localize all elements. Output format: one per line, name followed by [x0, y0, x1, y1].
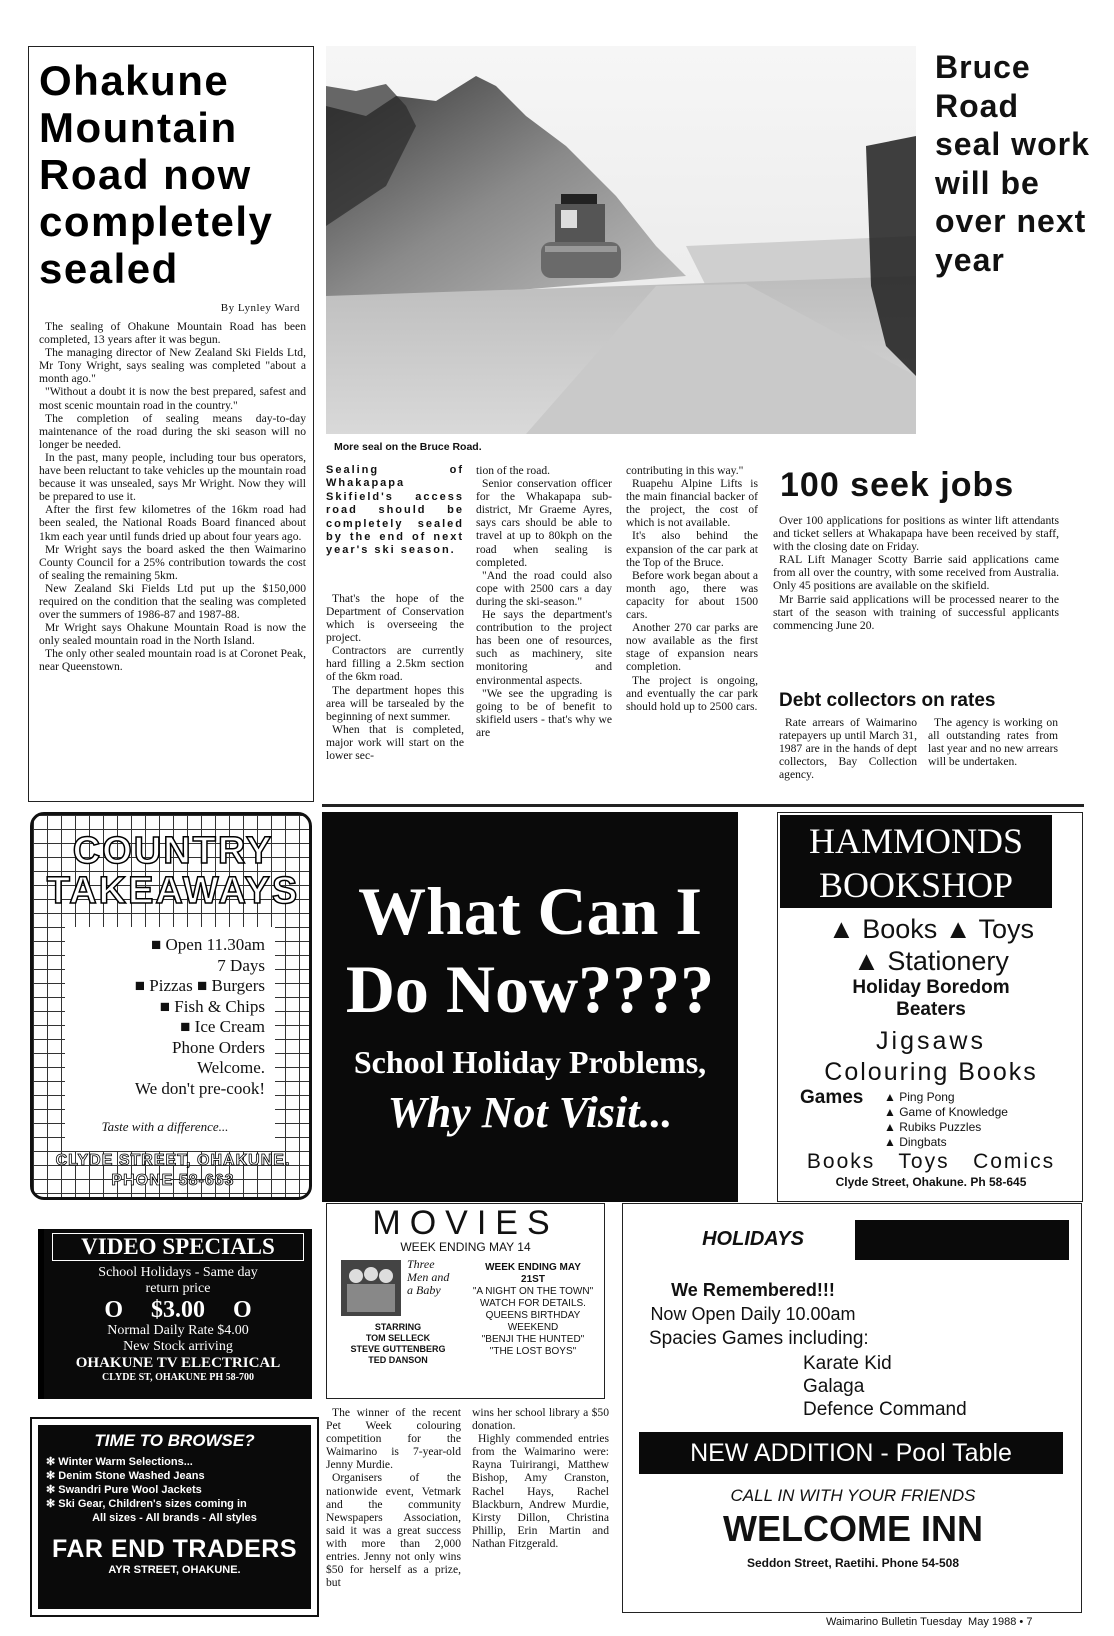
list-item: Welcome. [196, 1058, 265, 1077]
list-item: ▲ Game of Knowledge [884, 1105, 1008, 1119]
browse-subline: All sizes - All brands - All styles [92, 1512, 257, 1524]
hammonds-line: Beaters [896, 999, 966, 1020]
list-item: Karate Kid [803, 1353, 892, 1374]
list-item: Defence Command [803, 1399, 967, 1420]
movies-title: MOVIES [372, 1204, 559, 1242]
takeaways-title-line: COUNTRY [72, 830, 274, 872]
name-line: BOOKSHOP [818, 865, 1014, 905]
list-item: ▲ Rubiks Puzzles [884, 1120, 982, 1134]
time-to-browse-ad [30, 1417, 319, 1617]
triangle-icon: ▲ [884, 1120, 900, 1134]
bruce-story-lead: Sealing of Whakapapa Skifield's access road should be completely sealed by the end of next year's ski season. [326, 464, 464, 557]
paragraph: The winner of the recent Pet Week colouring competition for the Waimarino is 7-year-old Jenny Murdie. [326, 1406, 461, 1472]
main-story-body [39, 320, 306, 674]
asterisk-icon: ✻ [46, 1456, 59, 1468]
hammonds-line: Holiday Boredom [852, 977, 1010, 998]
page-footer: Waimarino Bulletin Tuesday May 1988 • 7 [826, 1616, 1033, 1628]
list-item: ✻ Ski Gear, Children's sizes coming in [46, 1498, 247, 1510]
paragraph: Mr Wright says Ohakune Mountain Road is now the only sealed mountain road in the North Island. [39, 621, 306, 648]
hammonds-address: Clyde Street, Ohakune. Ph 58-645 [835, 1175, 1027, 1189]
list-item: ■ Ice Cream [180, 1017, 265, 1036]
paragraph: wins her school library a $50 donation. [472, 1406, 609, 1433]
paragraph: The project is ongoing, and eventually the car park should hold up to 2500 cars. [626, 673, 758, 713]
paragraph: tion of the road. [476, 464, 551, 477]
paragraph: In the past, many people, including tour bus operators, have been reluctant to take vehicles up the mountain road because it was unsealed, says Mr Wright. Now they will be prepared to use it. [39, 450, 306, 504]
paragraph: "We see the upgrading is going to be of benefit to skifield users - that's why we are [476, 686, 612, 739]
paragraph: RAL Lift Manager Scotty Barrie said applications came from all over the country, with some received from Australia. Only 45 positions are available on the skifield. [773, 553, 1059, 593]
paragraph: The agency is working on all outstanding rates from last year and no new arrears will be undertaken. [928, 716, 1058, 769]
whatcan-headline [322, 872, 738, 1028]
list-item: Galaga [803, 1376, 865, 1397]
list-item: ■ Pizzas ■ Burgers [134, 976, 265, 995]
bullet-icon: ■ [196, 976, 212, 995]
holidays-remembered: We Remembered!!! [671, 1280, 835, 1300]
triangle-icon: ▲ [884, 1135, 900, 1149]
movie-cast [333, 1322, 463, 1366]
movie-poster-art [341, 1260, 401, 1316]
list-item: ✻ Winter Warm Selections... [46, 1456, 193, 1468]
paragraph: The only other sealed mountain road is at Coronet Peak, near Queenstown. [39, 647, 306, 674]
list-item: We don't pre-cook! [134, 1078, 265, 1098]
paragraph: After the first few kilometres of the 16km road had been sealed, the National Roads Board financed about 1km each year until funds dried up about four years ago. [39, 503, 306, 543]
paragraph: The department hopes this area will be tarsealed by the beginning of next summer. [326, 683, 464, 723]
holidays-new-addition: NEW ADDITION - Pool Table [639, 1432, 1063, 1474]
paragraph: When that is completed, major work will start on the lower sec- [326, 722, 464, 762]
holidays-games-intro: Spacies Games including: [649, 1328, 869, 1349]
hammonds-line: ▲ Books ▲ Toys [827, 914, 1035, 944]
video-price-row [44, 1297, 312, 1323]
movies-box [326, 1203, 605, 1399]
triangle-icon: ▲ [853, 946, 880, 976]
paragraph: New Zealand Ski Fields Ltd put up the $150,000 required on the condition that the sealing was completed over the summers of 1986-87 and 1987-88. [39, 581, 306, 622]
paragraph: Another 270 car parks are now available as the first stage of expansion nears completion. [626, 621, 758, 674]
paragraph: Contractors are currently hard filling a 2.5km section of the 6km road. [326, 644, 464, 684]
name-line: HAMMONDS [808, 821, 1024, 861]
video-address: CLYDE ST, OHAKUNE PH 58-700 [102, 1372, 254, 1383]
video-title: VIDEO SPECIALS [52, 1233, 304, 1261]
pet-story-col-2 [472, 1406, 609, 1550]
what-can-i-do-ad [322, 812, 738, 1202]
video-specials-ad [38, 1229, 312, 1399]
list-item: ■ Open 11.30am [151, 935, 265, 954]
list-item: ✻ Denim Stone Washed Jeans [46, 1470, 205, 1482]
hammonds-name [780, 815, 1052, 908]
film-title: "THE LOST BOYS" [489, 1346, 577, 1357]
holidays-call: CALL IN WITH YOUR FRIENDS [730, 1486, 976, 1505]
hammonds-line: Colouring Books [824, 1058, 1038, 1086]
paragraph: Before work began about a month ago, there was capacity for about 1500 cars. [626, 568, 758, 622]
paragraph: Organisers of the nationwide event, Vetmark and the community Newspapers Association, said it was a great success with more than 2,000 entries. Jenny not only wins $50 for herself as a prize, but [326, 1471, 461, 1590]
holidays-address: Seddon Street, Raetihi. Phone 54-508 [746, 1556, 960, 1570]
debt-story-col-2 [928, 716, 1058, 768]
bruce-story-col-2 [476, 464, 612, 739]
list-item: Phone Orders [171, 1037, 265, 1057]
video-line: New Stock arriving [123, 1339, 233, 1354]
paragraph: Over 100 applications for positions as winter lift attendants and ticket sellers at Whakapapa have been received by staff, with the closing date on Friday. [773, 514, 1059, 554]
games-list [884, 1090, 1008, 1150]
holidays-title: HOLIDAYS [702, 1228, 804, 1250]
paragraph: Senior conservation officer for the Whakapapa sub-district, Mr Graeme Ayres, says cars should be able to travel at up to 80kph on the road when sealing is completed. [476, 477, 612, 569]
address-line: CLYDE STREET, OHAKUNE. [55, 1152, 291, 1169]
list-item: ✻ Swandri Pure Wool Jackets [46, 1484, 202, 1496]
circle-icon: O [233, 1297, 252, 1323]
video-shop: OHAKUNE TV ELECTRICAL [75, 1355, 281, 1371]
bruce-story-col-1 [326, 464, 464, 762]
main-headline: Ohakune Mountain Road now completely sealed [39, 57, 274, 292]
bullet-icon: ■ [159, 996, 175, 1016]
hammonds-games [778, 1087, 1084, 1149]
week-line: 21ST [521, 1274, 545, 1285]
list-item: ▲ Dingbats [884, 1135, 947, 1149]
takeaways-title [37, 831, 309, 911]
debt-story-col-1 [779, 716, 917, 781]
video-price: $3.00 [151, 1297, 205, 1323]
triangle-icon: ▲ [944, 914, 972, 944]
paragraph: It's also behind the expansion of the car park at the Top of the Bruce. [626, 529, 758, 569]
headline-line: What Can I [358, 873, 702, 949]
browse-title: TIME TO BROWSE? [94, 1431, 255, 1450]
paragraph: The managing director of New Zealand Ski Fields Ltd, Mr Tony Wright, says sealing was completed "about a month ago." [39, 346, 306, 386]
holidays-black-bar [855, 1220, 1069, 1260]
section-divider [322, 804, 1084, 807]
browse-address: AYR STREET, OHAKUNE. [108, 1564, 241, 1576]
jobs-story-body [773, 514, 1059, 632]
bullet-icon: ■ [180, 1017, 195, 1036]
triangle-icon: ▲ [827, 914, 855, 944]
movies-week2 [465, 1262, 601, 1358]
hammonds-footer-line: Books Toys Comics [806, 1150, 1056, 1173]
video-line: Normal Daily Rate $4.00 [107, 1323, 249, 1338]
takeaways-menu [65, 927, 275, 1151]
triangle-icon: ▲ [884, 1105, 900, 1119]
takeaways-slogan: Taste with a difference... [101, 1119, 229, 1134]
bruce-road-headline: Bruce Road seal work will be over next year [935, 49, 1090, 278]
bullet-icon: ■ [134, 976, 150, 995]
hammonds-line: Jigsaws [876, 1027, 986, 1055]
asterisk-icon: ✻ [46, 1498, 59, 1510]
holidays-name: WELCOME INN [723, 1508, 983, 1549]
phone-line: PHONE 58-663 [111, 1172, 235, 1189]
weekend-line: QUEENS BIRTHDAY WEEKEND [485, 1310, 581, 1333]
cast-member: TED DANSON [368, 1355, 428, 1365]
hammonds-bookshop-ad [777, 812, 1083, 1202]
movies-week1: WEEK ENDING MAY 14 [400, 1240, 531, 1254]
main-story [28, 46, 314, 802]
takeaways-title-line: TAKEAWAYS [46, 870, 300, 912]
games-label: Games [800, 1087, 864, 1108]
browse-inner [38, 1425, 311, 1609]
paragraph: The sealing of Ohakune Mountain Road has been completed, 13 years after it was begun. [39, 320, 306, 347]
paragraph: Rate arrears of Waimarino ratepayers up until March 31, 1987 are in the hands of dept collectors, Bay Collection agency. [779, 716, 917, 782]
asterisk-icon: ✻ [46, 1484, 59, 1496]
paragraph: Mr Wright says the board asked the then Waimarino County Council for a 25% contribution towards the cost of sealing the remaining 5km. [39, 542, 306, 582]
hammonds-line: ▲ Stationery [853, 946, 1009, 976]
circle-icon: O [104, 1297, 123, 1323]
list-item: ▲ Ping Pong [884, 1090, 955, 1104]
paragraph: Highly commended entries from the Waimarino were: Rayna Tuirirangi, Matthew Bishop, Amy Cranston, Rachel Hays, Rachel Blackburn, Andrew Murdie, Kirsty Dillon, Christina Phillip, Erin Martin and Nathan Fitzgerald. [472, 1432, 609, 1550]
photo-illustration [326, 46, 916, 434]
paragraph: contributing in this way." [626, 464, 744, 477]
whatcan-tagline: Why Not Visit... [387, 1088, 673, 1137]
whatcan-subhead: School Holiday Problems, [353, 1044, 707, 1080]
film-title: "A NIGHT ON THE TOWN" [472, 1286, 594, 1297]
asterisk-icon: ✻ [46, 1470, 59, 1482]
week-line: WEEK ENDING MAY [485, 1262, 581, 1273]
takeaways-address [37, 1151, 309, 1191]
headline-line: Do Now???? [345, 951, 715, 1027]
paragraph: That's the hope of the Department of Conservation which is overseeing the project. [326, 591, 464, 645]
paragraph: Mr Barrie said applications will be processed nearer to the start of the season with training of successful applicants commencing June 20. [773, 592, 1059, 632]
triangle-icon: ▲ [884, 1090, 900, 1104]
video-line: return price [145, 1281, 211, 1296]
bullet-icon: ■ [151, 935, 166, 954]
bruce-story-col-3 [626, 464, 758, 713]
paragraph: "Without a doubt it is now the best prepared, safest and most scenic mountain road in the country." [39, 385, 306, 412]
paragraph: The completion of sealing means day-to-day maintenance of the road during the ski season will no longer be needed. [39, 411, 306, 451]
video-line: School Holidays - Same day [98, 1265, 258, 1280]
paragraph: "And the road could also cope with 2500 cars a day during the ski-season." [476, 568, 612, 608]
cast-member: TOM SELLECK [365, 1333, 431, 1343]
byline: By Lynley Ward [220, 302, 300, 314]
debt-headline: Debt collectors on rates [779, 690, 996, 711]
country-takeaways-ad [30, 812, 312, 1200]
details-line: WATCH FOR DETAILS. [480, 1298, 586, 1309]
list-item: ■ Fish & Chips [159, 996, 265, 1016]
paragraph: He says the department's contribution to the project has been one of resources, such as machinery, site monitoring and environmental aspects. [476, 608, 612, 687]
cast-member: STEVE GUTTENBERG [350, 1344, 446, 1354]
holidays-games [803, 1352, 967, 1421]
pet-story-col-1 [326, 1406, 461, 1589]
road-roller-photo [326, 46, 916, 434]
holidays-open: Now Open Daily 10.00am [650, 1304, 856, 1324]
welcome-inn-ad [622, 1203, 1082, 1613]
paragraph: Ruapehu Alpine Lifts is the main financial backer of the project, the cost of which is not available. [626, 477, 758, 530]
cast-label: STARRING [374, 1322, 422, 1332]
browse-shop: FAR END TRADERS [51, 1535, 297, 1563]
hammonds-body [778, 913, 1084, 1189]
movie-poster [341, 1260, 401, 1316]
jobs-headline: 100 seek jobs [780, 466, 1015, 504]
list-item: 7 Days [217, 955, 265, 975]
film-title: "BENJI THE HUNTED" [481, 1334, 585, 1345]
movie-title-script: Three Men and a Baby [407, 1257, 450, 1297]
photo-caption: More seal on the Bruce Road. [334, 441, 482, 453]
